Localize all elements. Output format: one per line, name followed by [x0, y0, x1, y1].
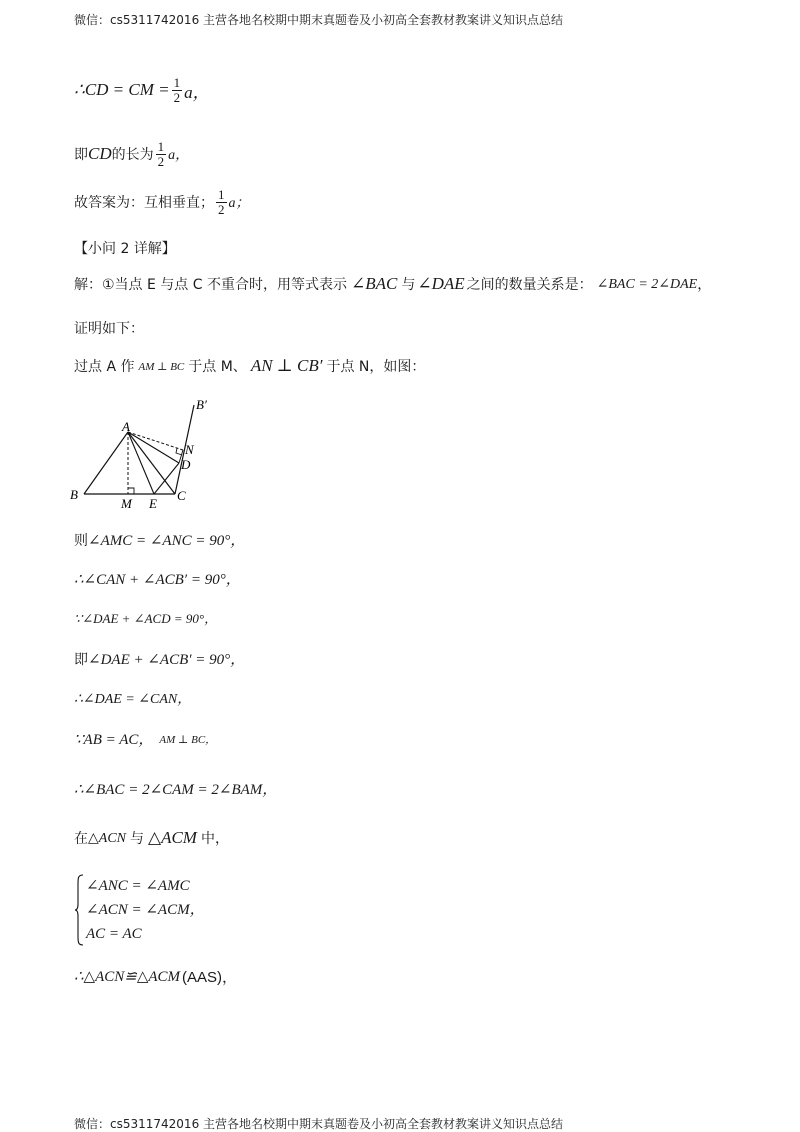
label-n: N [185, 442, 194, 457]
label-e: E [149, 496, 157, 511]
system-eq-1: ∠ANC = ∠AMC [86, 878, 190, 894]
page-header: 微信：cs5311742016 主营各地名校期中期末真题卷及小初高全套教材教案讲义知识点总结 [74, 13, 564, 27]
segment-ae [128, 432, 154, 494]
line-cd-length: 即 CD 的长为 $\frac{1}{2}$ a， [74, 139, 190, 169]
angle-dae: ∠DAE [417, 274, 465, 293]
eq-cd-cm: ∴CD = CM = [74, 80, 170, 100]
label-b: B [70, 487, 78, 502]
segment-ac [128, 432, 175, 494]
an-perp-cbp: AN ⊥ CB′ [250, 356, 323, 375]
eq-suffix: a， [184, 82, 210, 102]
segment-cd: CD [88, 144, 112, 164]
fraction-half: $\frac{1}{2}$ [173, 75, 181, 105]
am-perp-bc: AM ⊥ BC [138, 360, 185, 373]
fraction-half: $\frac{1}{2}$ [218, 187, 225, 217]
fraction-half: $\frac{1}{2}$ [157, 139, 165, 169]
line-proof-intro: 证明如下： [74, 321, 144, 337]
label-c: C [177, 488, 186, 503]
line-ab-ac: ∵AB = AC， AM ⊥ BC， [74, 732, 217, 748]
page-footer: 微信：cs5311742016 主营各地名校期中期末真题卷及小初高全套教材教案讲义知识点总结 [74, 1117, 564, 1131]
geometry-figure [66, 395, 216, 520]
segment-ab [84, 432, 128, 494]
line-bac-cam: ∴∠BAC = 2∠CAM = 2∠BAM， [74, 782, 278, 798]
relation-eq: ∠BAC = 2∠DAE [596, 276, 698, 292]
right-angle-m [128, 488, 134, 494]
left-brace [74, 874, 84, 946]
line-dae-can: ∴∠DAE = ∠CAN， [74, 692, 192, 707]
line-congruence: ∴△ACN≌△ACM (AAS)， [74, 969, 238, 986]
line-triangles: 在 △ACN 与 △ACM 中， [74, 828, 229, 847]
angle-bac: ∠BAC [350, 274, 398, 293]
line-right-angles: 则 ∠AMC = ∠ANC = 90°， [74, 532, 246, 549]
section-heading: 【小问 2 详解】 [74, 241, 176, 257]
system-eq-2: ∠ACN = ∠ACM， [86, 902, 205, 918]
segment-an [128, 432, 183, 450]
line-construction: 过点 A 作 AM ⊥ BC 于点 M、 AN ⊥ CB′ 于点 N，如图： [74, 356, 426, 375]
line-dae-acd: ∵∠DAE + ∠ACD = 90°， [74, 611, 218, 626]
segment-ed [154, 463, 179, 494]
line-cd-eq-cm [74, 76, 210, 104]
line-dae-acb: 即 ∠DAE + ∠ACB′ = 90°， [74, 651, 246, 668]
label-d: D [181, 457, 191, 472]
label-a: A [122, 419, 130, 434]
line-solution-statement: 解：①当点 E 与点 C 不重合时，用等式表示 ∠BAC 与 ∠DAE 之间的数量关系是： ∠BAC = 2∠DAE ， [74, 274, 712, 293]
label-m: M [121, 496, 132, 511]
segment-ad [128, 432, 179, 463]
line-can-acb: ∴∠CAN + ∠ACB′ = 90°， [74, 572, 241, 588]
line-answer: 故答案为：互相垂直； $\frac{1}{2}$ a； [74, 187, 250, 217]
label-b-prime: B′ [196, 397, 207, 412]
system-eq-3: AC = AC [86, 926, 142, 942]
equation-system [74, 874, 205, 946]
